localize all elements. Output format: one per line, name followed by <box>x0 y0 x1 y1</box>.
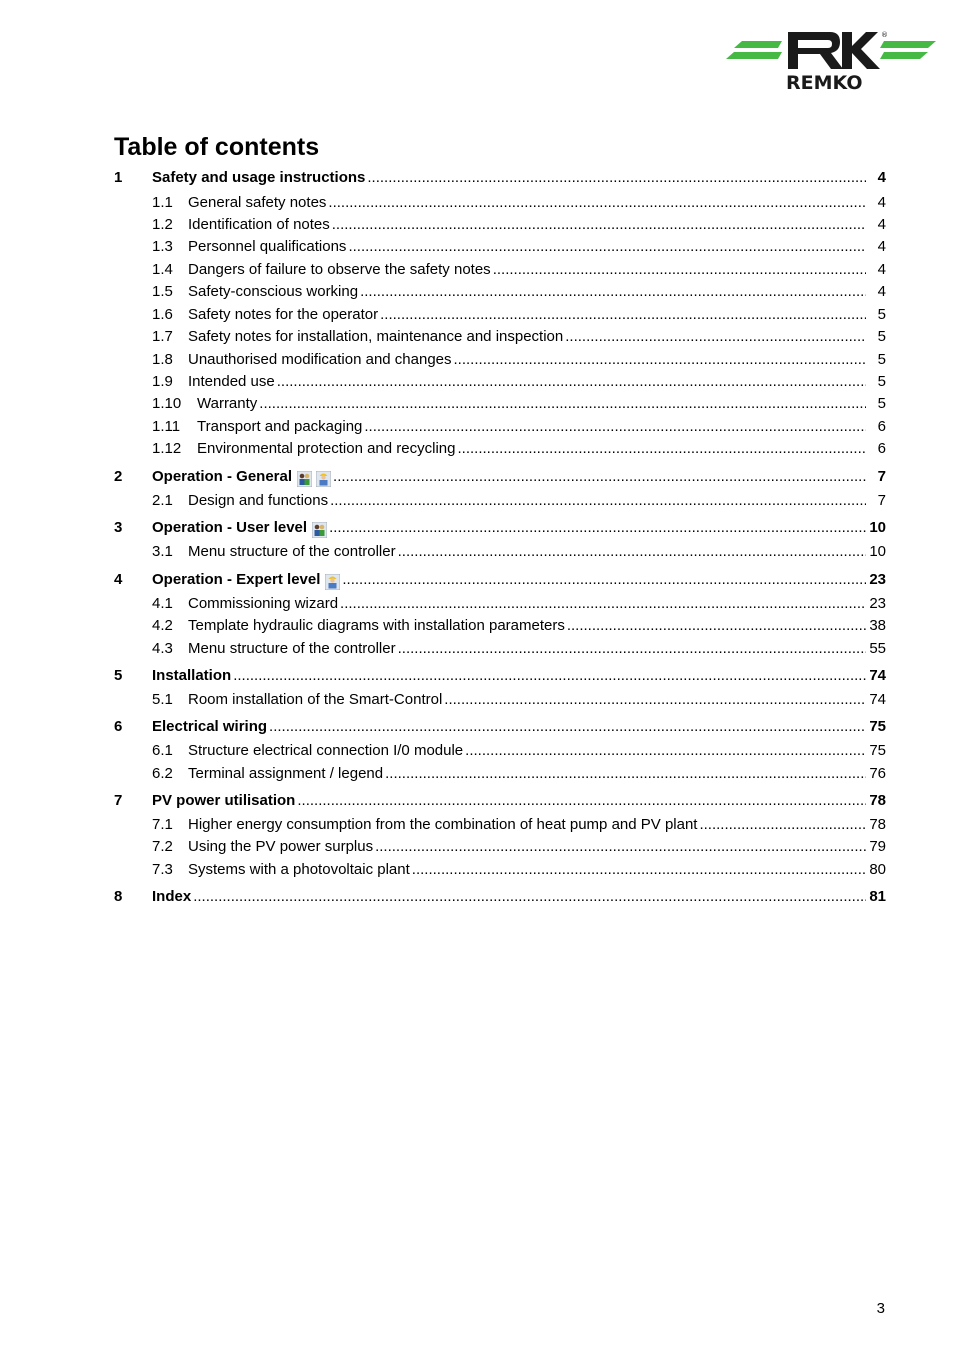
access-level-icons <box>297 471 331 487</box>
remko-logo <box>724 28 938 94</box>
toc-section-entry[interactable] <box>114 816 886 838</box>
dot-leader <box>340 595 866 612</box>
entry-page-number: 55 <box>869 640 886 657</box>
entry-page-number: 78 <box>869 816 886 833</box>
entry-number: 5.1 <box>152 691 173 708</box>
toc-section-entry[interactable] <box>114 328 886 350</box>
entry-title: PV power utilisation <box>152 792 296 809</box>
dot-leader <box>330 492 866 509</box>
entry-page-number: 75 <box>869 742 886 759</box>
toc-section-entry[interactable] <box>114 492 886 514</box>
entry-number: 1.9 <box>152 373 173 390</box>
toc-section-entry[interactable] <box>114 238 886 260</box>
entry-number: 1.4 <box>152 261 173 278</box>
entry-number: 5 <box>114 667 123 684</box>
entry-title: Commissioning wizard <box>188 595 339 612</box>
entry-number: 6 <box>114 718 123 735</box>
toc-section-entry[interactable] <box>114 306 886 328</box>
entry-title: Using the PV power surplus <box>188 838 374 855</box>
dot-leader <box>367 169 866 186</box>
entry-title: Template hydraulic diagrams with installation parameters <box>188 617 565 634</box>
entry-page-number: 4 <box>877 216 886 233</box>
entry-number: 7.1 <box>152 816 173 833</box>
dot-leader <box>454 351 866 368</box>
entry-title: Dangers of failure to observe the safety notes <box>188 261 491 278</box>
toc-section-entry[interactable] <box>114 395 886 417</box>
entry-number: 3.1 <box>152 543 173 560</box>
entry-title: Room installation of the Smart-Control <box>188 691 443 708</box>
entry-title: Operation - General <box>152 468 293 485</box>
entry-number: 1.7 <box>152 328 173 345</box>
entry-number: 1 <box>114 169 123 186</box>
entry-page-number: 23 <box>869 571 886 588</box>
logo-text: REMKO <box>786 72 863 94</box>
toc-section-entry[interactable] <box>114 617 886 639</box>
entry-title: Electrical wiring <box>152 718 268 735</box>
toc-chapter-entry[interactable] <box>114 571 886 593</box>
entry-number: 4 <box>114 571 123 588</box>
registered-mark: ® <box>881 31 888 39</box>
entry-title: Safety and usage instructions <box>152 169 366 186</box>
entry-page-number: 7 <box>877 468 886 485</box>
entry-number: 4.3 <box>152 640 173 657</box>
dot-leader <box>565 328 866 345</box>
entry-page-number: 76 <box>869 765 886 782</box>
entry-page-number: 4 <box>877 238 886 255</box>
dot-leader <box>398 640 866 657</box>
entry-number: 1.12 <box>152 440 182 457</box>
toc-section-entry[interactable] <box>114 351 886 373</box>
entry-title: Index <box>152 888 192 905</box>
entry-page-number: 4 <box>877 169 886 186</box>
entry-page-number: 74 <box>869 691 886 708</box>
user-level-icon <box>312 522 327 538</box>
toc-chapter-entry[interactable] <box>114 718 886 740</box>
dot-leader <box>699 816 866 833</box>
toc-section-entry[interactable] <box>114 640 886 662</box>
dot-leader <box>277 373 866 390</box>
toc-section-entry[interactable] <box>114 216 886 238</box>
toc-chapter-entry[interactable] <box>114 468 886 490</box>
entry-page-number: 79 <box>869 838 886 855</box>
entry-title: Menu structure of the controller <box>188 640 396 657</box>
entry-title: Environmental protection and recycling <box>197 440 456 457</box>
dot-leader <box>567 617 866 634</box>
entry-number: 2 <box>114 468 123 485</box>
dot-leader <box>412 861 866 878</box>
entry-title: Personnel qualifications <box>188 238 347 255</box>
entry-page-number: 6 <box>877 418 886 435</box>
dot-leader <box>444 691 866 708</box>
entry-page-number: 81 <box>869 888 886 905</box>
entry-title: Systems with a photovoltaic plant <box>188 861 410 878</box>
entry-number: 7.3 <box>152 861 173 878</box>
toc-chapter-entry[interactable] <box>114 888 886 910</box>
dot-leader <box>332 216 866 233</box>
access-level-icons <box>325 574 340 590</box>
dot-leader <box>457 440 866 457</box>
entry-page-number: 7 <box>877 492 886 509</box>
entry-title: Terminal assignment / legend <box>188 765 384 782</box>
entry-title: Operation - Expert level <box>152 571 321 588</box>
dot-leader <box>398 543 866 560</box>
toc-section-entry[interactable] <box>114 194 886 216</box>
entry-page-number: 4 <box>877 283 886 300</box>
entry-page-number: 10 <box>869 543 886 560</box>
dot-leader <box>465 742 866 759</box>
entry-page-number: 5 <box>877 306 886 323</box>
entry-page-number: 4 <box>877 194 886 211</box>
entry-page-number: 5 <box>877 328 886 345</box>
toc-section-entry[interactable] <box>114 418 886 440</box>
entry-title: Design and functions <box>188 492 329 509</box>
entry-number: 7 <box>114 792 123 809</box>
entry-title: Higher energy consumption from the combination of heat pump and PV plant <box>188 816 698 833</box>
entry-number: 6.2 <box>152 765 173 782</box>
dot-leader <box>385 765 866 782</box>
dot-leader <box>380 306 866 323</box>
entry-title: Unauthorised modification and changes <box>188 351 452 368</box>
toc-chapter-entry[interactable] <box>114 667 886 689</box>
entry-page-number: 4 <box>877 261 886 278</box>
toc-section-entry[interactable] <box>114 861 886 883</box>
entry-title: Intended use <box>188 373 275 390</box>
entry-number: 1.11 <box>152 418 181 435</box>
entry-title: Structure electrical connection I/0 module <box>188 742 464 759</box>
entry-page-number: 80 <box>869 861 886 878</box>
entry-title: Transport and packaging <box>197 418 363 435</box>
entry-number: 7.2 <box>152 838 173 855</box>
toc-section-entry[interactable] <box>114 838 886 860</box>
toc-section-entry[interactable] <box>114 765 886 787</box>
toc-chapter-entry[interactable] <box>114 519 886 541</box>
dot-leader <box>333 468 866 485</box>
entry-number: 4.1 <box>152 595 173 612</box>
entry-title: Safety notes for the operator <box>188 306 379 323</box>
toc-chapter-entry[interactable] <box>114 169 886 191</box>
entry-number: 4.2 <box>152 617 173 634</box>
dot-leader <box>328 194 866 211</box>
expert-level-icon <box>316 471 331 487</box>
entry-page-number: 78 <box>869 792 886 809</box>
entry-page-number: 5 <box>877 395 886 412</box>
entry-title: Safety notes for installation, maintenance and inspection <box>188 328 564 345</box>
dot-leader <box>297 792 866 809</box>
dot-leader <box>193 888 866 905</box>
dot-leader <box>375 838 866 855</box>
dot-leader <box>233 667 866 684</box>
dot-leader <box>329 519 866 536</box>
entry-title: Menu structure of the controller <box>188 543 396 560</box>
entry-title: Operation - User level <box>152 519 308 536</box>
access-level-icons <box>312 522 327 538</box>
toc-section-entry[interactable] <box>114 440 886 462</box>
entry-title: Safety-conscious working <box>188 283 359 300</box>
toc-section-entry[interactable] <box>114 261 886 283</box>
toc-section-entry[interactable] <box>114 283 886 305</box>
entry-number: 1.5 <box>152 283 173 300</box>
entry-number: 8 <box>114 888 123 905</box>
entry-number: 1.8 <box>152 351 173 368</box>
toc-section-entry[interactable] <box>114 373 886 395</box>
toc-section-entry[interactable] <box>114 595 886 617</box>
dot-leader <box>364 418 866 435</box>
entry-number: 3 <box>114 519 123 536</box>
page-number: 3 <box>876 1300 885 1317</box>
entry-number: 6.1 <box>152 742 173 759</box>
entry-page-number: 74 <box>869 667 886 684</box>
toc-chapter-entry[interactable] <box>114 792 886 814</box>
entry-page-number: 38 <box>869 617 886 634</box>
entry-page-number: 23 <box>869 595 886 612</box>
dot-leader <box>360 283 866 300</box>
entry-title: Warranty <box>197 395 258 412</box>
entry-title: Identification of notes <box>188 216 330 233</box>
dot-leader <box>259 395 866 412</box>
entry-number: 1.3 <box>152 238 173 255</box>
entry-page-number: 5 <box>877 351 886 368</box>
entry-number: 1.2 <box>152 216 173 233</box>
entry-number: 1.10 <box>152 395 182 412</box>
user-level-icon <box>297 471 312 487</box>
entry-page-number: 75 <box>869 718 886 735</box>
entry-title: Installation <box>152 667 232 684</box>
page-title: Table of contents <box>114 133 320 161</box>
dot-leader <box>493 261 866 278</box>
entry-page-number: 5 <box>877 373 886 390</box>
dot-leader <box>269 718 866 735</box>
entry-number: 1.6 <box>152 306 173 323</box>
toc-section-entry[interactable] <box>114 543 886 565</box>
entry-page-number: 10 <box>869 519 886 536</box>
entry-page-number: 6 <box>877 440 886 457</box>
toc-section-entry[interactable] <box>114 691 886 713</box>
entry-title: General safety notes <box>188 194 327 211</box>
expert-level-icon <box>325 574 340 590</box>
entry-number: 2.1 <box>152 492 173 509</box>
toc-section-entry[interactable] <box>114 742 886 764</box>
entry-number: 1.1 <box>152 194 173 211</box>
dot-leader <box>348 238 866 255</box>
dot-leader <box>342 571 866 588</box>
